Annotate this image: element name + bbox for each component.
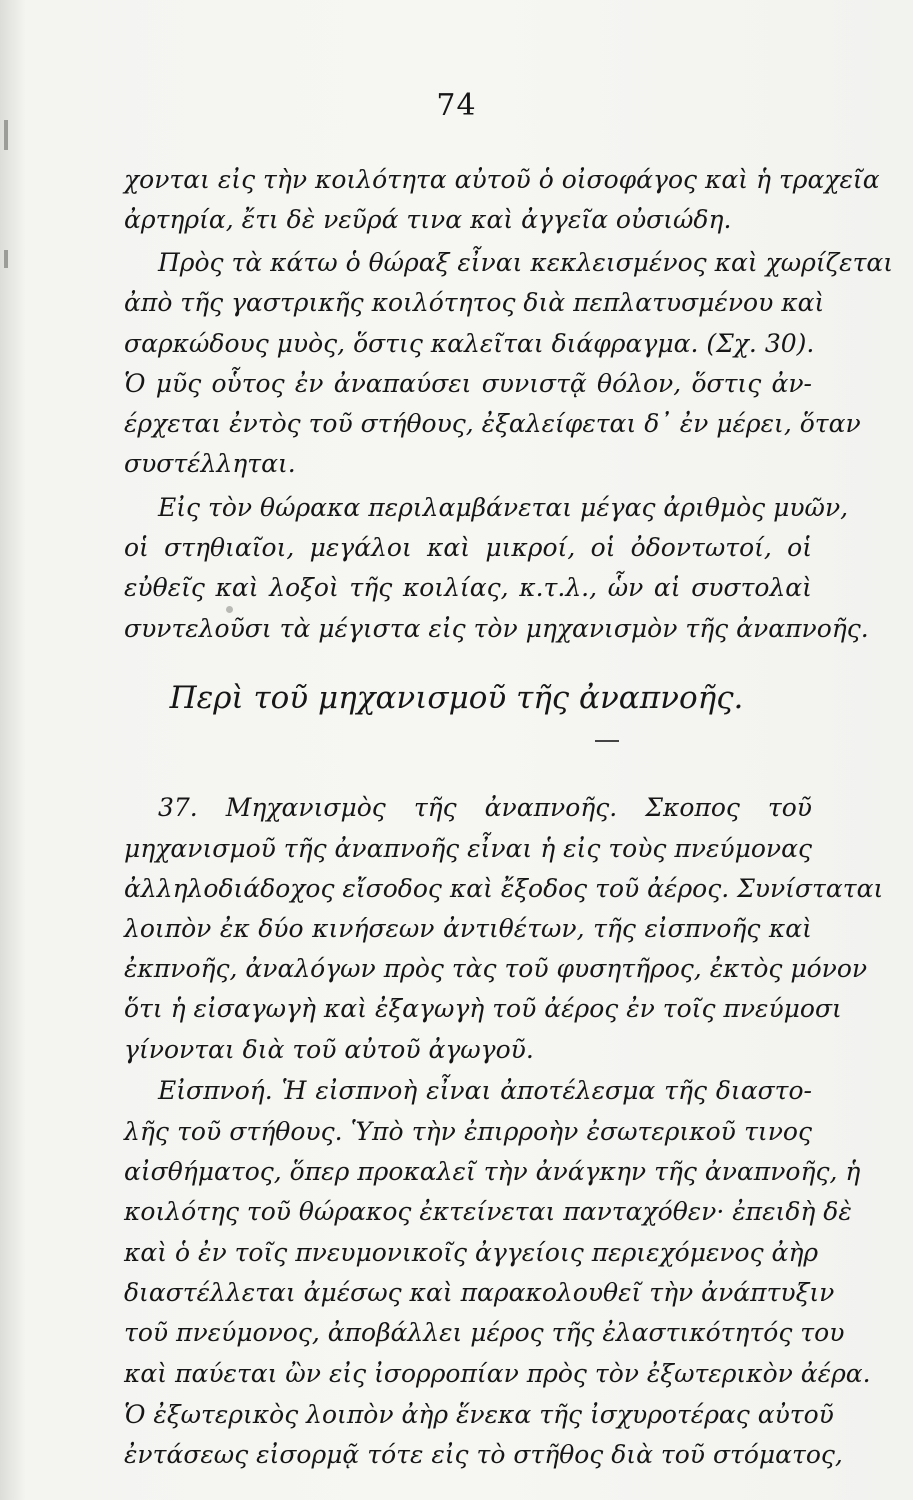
text-line: Ὁ ἐξωτερικὸς λοιπὸν ἀὴρ ἕνεκα τῆς ἰσχυροτέρας αὐτοῦ: [124, 1400, 834, 1429]
binding-shadow: [4, 250, 8, 268]
text-line: Ὁ μῦς οὗτος ἐν ἀναπαύσει συνιστᾷ θόλον, ὅστις ἀν-: [124, 369, 812, 398]
binding-shadow: [4, 120, 8, 150]
page-number: 74: [436, 88, 477, 123]
text-line: ἀλληλοδιάδοχος εἴσοδος καὶ ἔξοδος τοῦ ἀέρος. Συνίσταται: [124, 874, 884, 903]
section-heading: Περὶ τοῦ μηχανισμοῦ τῆς ἀναπνοῆς.: [169, 680, 744, 716]
text-line: ἐκπνοῆς, ἀναλόγων πρὸς τὰς τοῦ φυσητῆρος, ἐκτὸς μόνον: [124, 954, 868, 983]
text-line: αἰσθήματος, ὅπερ προκαλεῖ τὴν ἀνάγκην τῆς ἀναπνοῆς, ἡ: [124, 1157, 861, 1186]
heading-rule: [595, 740, 619, 742]
text-line: τοῦ πνεύμονος, ἀποβάλλει μέρος τῆς ἐλαστικότητός του: [124, 1318, 845, 1347]
text-line: Εἰς τὸν θώρακα περιλαμβάνεται μέγας ἀριθμὸς μυῶν,: [158, 493, 849, 522]
text-line: 37. Μηχανισμὸς τῆς ἀναπνοῆς. Σκοπος τοῦ: [158, 793, 812, 822]
text-line: εὐθεῖς καὶ λοξοὶ τῆς κοιλίας, κ.τ.λ., ὧν αἱ συστολαὶ: [124, 573, 812, 602]
text-line: ἀπὸ τῆς γαστρικῆς κοιλότητος διὰ πεπλατυσμένου καὶ: [124, 288, 825, 317]
text-line: οἱ στηθιαῖοι, μεγάλοι καὶ μικροί, οἱ ὀδοντωτοί, οἱ: [124, 533, 812, 562]
text-line: ἐντάσεως εἰσορμᾷ τότε εἰς τὸ στῆθος διὰ τοῦ στόματος,: [124, 1440, 843, 1469]
text-line: Πρὸς τὰ κάτω ὁ θώραξ εἶναι κεκλεισμένος καὶ χωρίζεται: [158, 248, 894, 277]
text-line: χονται εἰς τὴν κοιλότητα αὐτοῦ ὁ οἰσοφάγος καὶ ἡ τραχεῖα: [124, 165, 880, 194]
text-line: μηχανισμοῦ τῆς ἀναπνοῆς εἶναι ἡ εἰς τοὺς πνεύμονας: [124, 834, 812, 863]
text-line: έρχεται ἐντὸς τοῦ στήθους, ἐξαλείφεται δ᾽ ἐν μέρει, ὅταν: [124, 409, 861, 438]
text-line: καὶ ὁ ἐν τοῖς πνευμονικοῖς ἀγγείοις περιεχόμενος ἀὴρ: [124, 1238, 819, 1267]
text-line: ἀρτηρία, ἔτι δὲ νεῦρά τινα καὶ ἀγγεῖα οὐσιώδη.: [124, 205, 732, 234]
text-line: συστέλληται.: [124, 449, 296, 478]
text-line: διαστέλλεται ἀμέσως καὶ παρακολουθεῖ τὴν ἀνάπτυξιν: [124, 1278, 835, 1307]
text-line: σαρκώδους μυὸς, ὅστις καλεῖται διάφραγμα. (Σχ. 30).: [124, 329, 815, 358]
text-line: Εἰσπνοή. Ἡ εἰσπνοὴ εἶναι ἀποτέλεσμα τῆς διαστο-: [158, 1076, 812, 1105]
text-line: καὶ παύεται ὢν εἰς ἰσορροπίαν πρὸς τὸν ἐξωτερικὸν ἀέρα.: [124, 1359, 871, 1388]
text-line: λῆς τοῦ στήθους. Ὑπὸ τὴν ἐπιρροὴν ἐσωτερικοῦ τινος: [124, 1117, 812, 1146]
paper-speck: [226, 606, 233, 613]
text-line: κοιλότης τοῦ θώρακος ἐκτείνεται πανταχόθεν· ἐπειδὴ δὲ: [124, 1197, 852, 1226]
text-line: γίνονται διὰ τοῦ αὐτοῦ ἀγωγοῦ.: [124, 1035, 534, 1064]
text-line: ὅτι ἡ εἰσαγωγὴ καὶ ἐξαγωγὴ τοῦ ἀέρος ἐν τοῖς πνεύμοσι: [124, 994, 842, 1023]
text-line: συντελοῦσι τὰ μέγιστα εἰς τὸν μηχανισμὸν τῆς ἀναπνοῆς.: [124, 614, 869, 643]
text-line: λοιπὸν ἐκ δύο κινήσεων ἀντιθέτων, τῆς εἰσπνοῆς καὶ: [124, 914, 812, 943]
